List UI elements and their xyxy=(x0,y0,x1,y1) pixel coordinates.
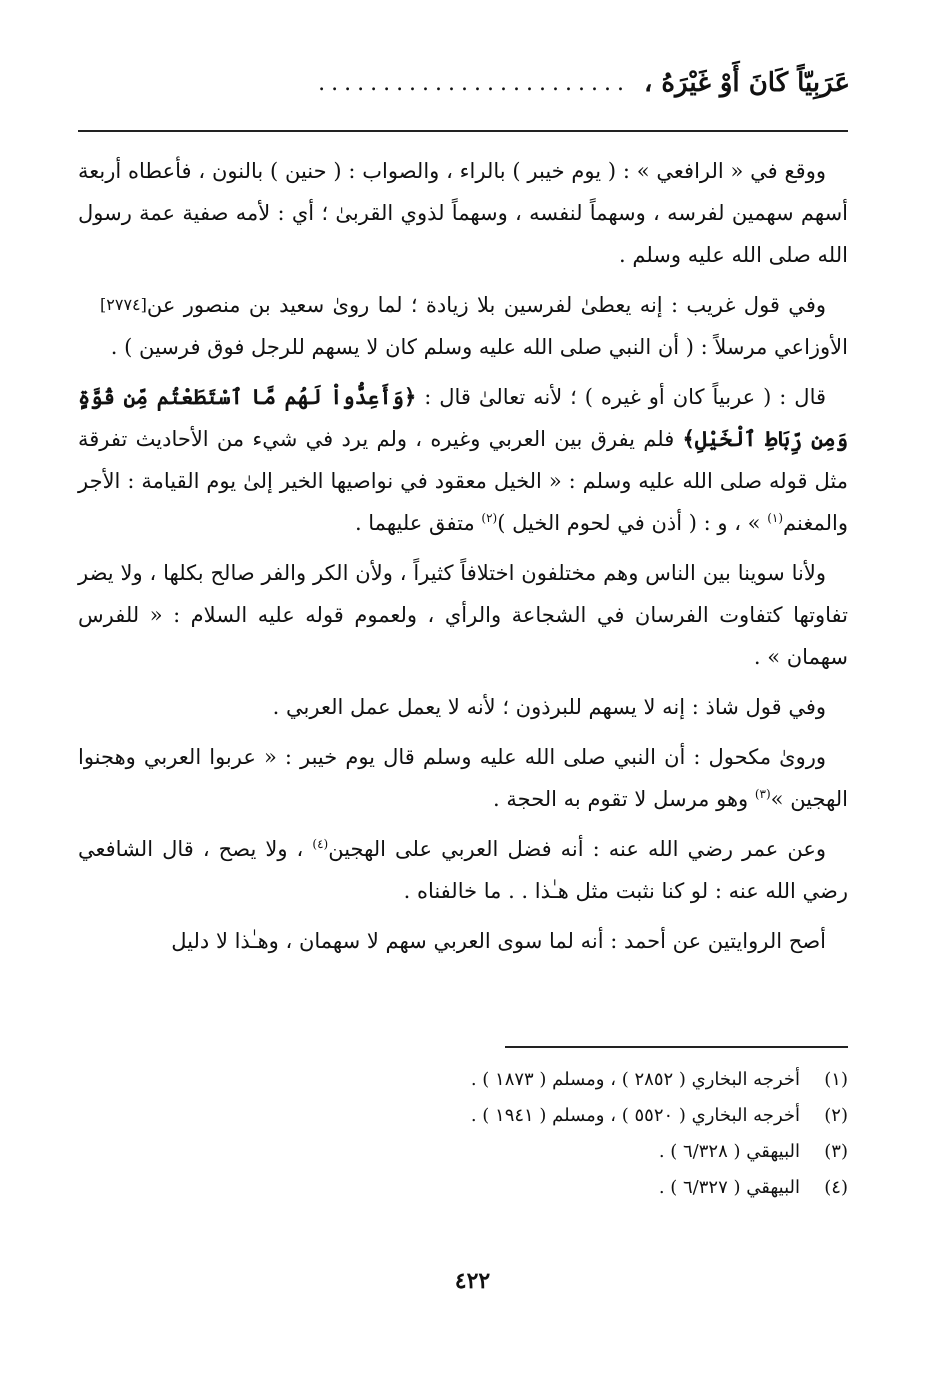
footnote-rule xyxy=(505,1046,848,1048)
footnote-text: البيهقي ( ٦/٣٢٨ ) . xyxy=(658,1141,800,1162)
footnote-number: (٤) xyxy=(824,1177,848,1198)
quran-verse: ﴿وَأَعِدُّواْ لَهُم مَّا ٱسْتَطَعْتُم مِّن قُوَّةٍ وَمِن رِّبَاطِ ٱلْخَيْلِ﴾ xyxy=(78,384,848,451)
header-title: عَرَبِيّاً كَانَ أَوْ غَيْرَهُ ، xyxy=(643,68,850,98)
paragraph: وفي قول شاذ : إنه لا يسهم للبرذون ؛ لأنه لا يعمل عمل العربي . xyxy=(272,695,826,719)
footnotes xyxy=(300,1062,848,1206)
footnote-number: (٣) xyxy=(824,1141,848,1162)
paragraph: وعن عمر رضي الله عنه : أنه فضل العربي على الهجين$^{(٤)}$ ، ولا يصح ، قال الشافعي رضي الله عنه : لو كنا نثبت مثل هـٰذا . . ما خالفناه . xyxy=(78,837,848,903)
footnote-text: البيهقي ( ٦/٣٢٧ ) . xyxy=(658,1177,800,1198)
footnote-number: (١) xyxy=(824,1069,848,1090)
header-rule xyxy=(78,130,848,132)
paragraph: قال : ( عربياً كان أو غيره ) ؛ لأنه تعالىٰ قال : ﴿وَأَعِدُّواْ لَهُم مَّا ٱسْتَطَعْتُم مِّن قُوَّةٍ وَمِن رِّبَاطِ ٱلْخَيْلِ﴾ فلم يفرق بين العربي وغيره ، ولم يرد في شيء من الأحاديث تفرقة مثل قوله صلى الله عليه وسلم : « الخيل معقود في نواصيها الخير إلىٰ يوم القيامة : الأجر والمغنم$^{(١)}$ » ، و : ( أذن في لحوم الخيل )$^{(٢)}$ متفق عليهما . xyxy=(78,384,848,535)
paragraph: وروىٰ مكحول : أن النبي صلى الله عليه وسلم قال يوم خيبر : « عربوا العربي وهجنوا الهجين »$^{(٣)}$ وهو مرسل لا تقوم به الحجة . xyxy=(78,745,848,811)
footnote xyxy=(300,1062,848,1098)
main-text xyxy=(78,150,848,970)
footnote-marker[interactable]: (١) xyxy=(767,511,784,525)
paragraph: ولأنا سوينا بين الناس وهم مختلفون اختلافاً كثيراً ، ولأن الكر والفر صالح بكلها ، ولا يضر تفاوتها كتفاوت الفرسان في الشجاعة والرأي ، ولعموم قوله عليه السلام : « للفرس سهمان » . xyxy=(78,561,848,669)
reference-number: [٢٧٧٤] xyxy=(100,295,147,314)
paragraph: ووقع في « الرافعي » : ( يوم خيبر ) بالراء ، والصواب : ( حنين ) بالنون ، فأعطاه أربعة أسهم سهمين لفرسه ، وسهماً لنفسه ، وسهماً لذوي القربىٰ ؛ أي : لأمه صفية عمة رسول الله صلى الله عليه وسلم . xyxy=(78,159,848,267)
paragraph: [٢٧٧٤] وفي قول غريب : إنه يعطىٰ لفرسين بلا زيادة ؛ لما روىٰ سعيد بن منصور عن الأوزاعي مرسلاً : ( أن النبي صلى الله عليه وسلم كان لا يسهم للرجل فوق فرسين ) . xyxy=(78,284,848,368)
footnote-marker[interactable]: (٤) xyxy=(312,837,329,851)
footnote xyxy=(300,1098,848,1134)
header-dot-leader: ........................ xyxy=(318,70,630,96)
footnote-text: أخرجه البخاري ( ٥٥٢٠ ) ، ومسلم ( ١٩٤١ ) . xyxy=(470,1105,800,1126)
footnote-number: (٢) xyxy=(824,1105,848,1126)
page-number: ٤٢٢ xyxy=(454,1268,491,1294)
footnote xyxy=(300,1170,848,1206)
footnote-marker[interactable]: (٢) xyxy=(481,511,498,525)
footnote-text: أخرجه البخاري ( ٢٨٥٢ ) ، ومسلم ( ١٨٧٣ ) . xyxy=(470,1069,800,1090)
paragraph: أصح الروايتين عن أحمد : أنه لما سوى العربي سهم لا سهمان ، وهـٰذا لا دليل xyxy=(171,929,826,953)
running-header xyxy=(75,58,850,108)
footnote-marker[interactable]: (٣) xyxy=(754,787,771,801)
footnote xyxy=(300,1134,848,1170)
